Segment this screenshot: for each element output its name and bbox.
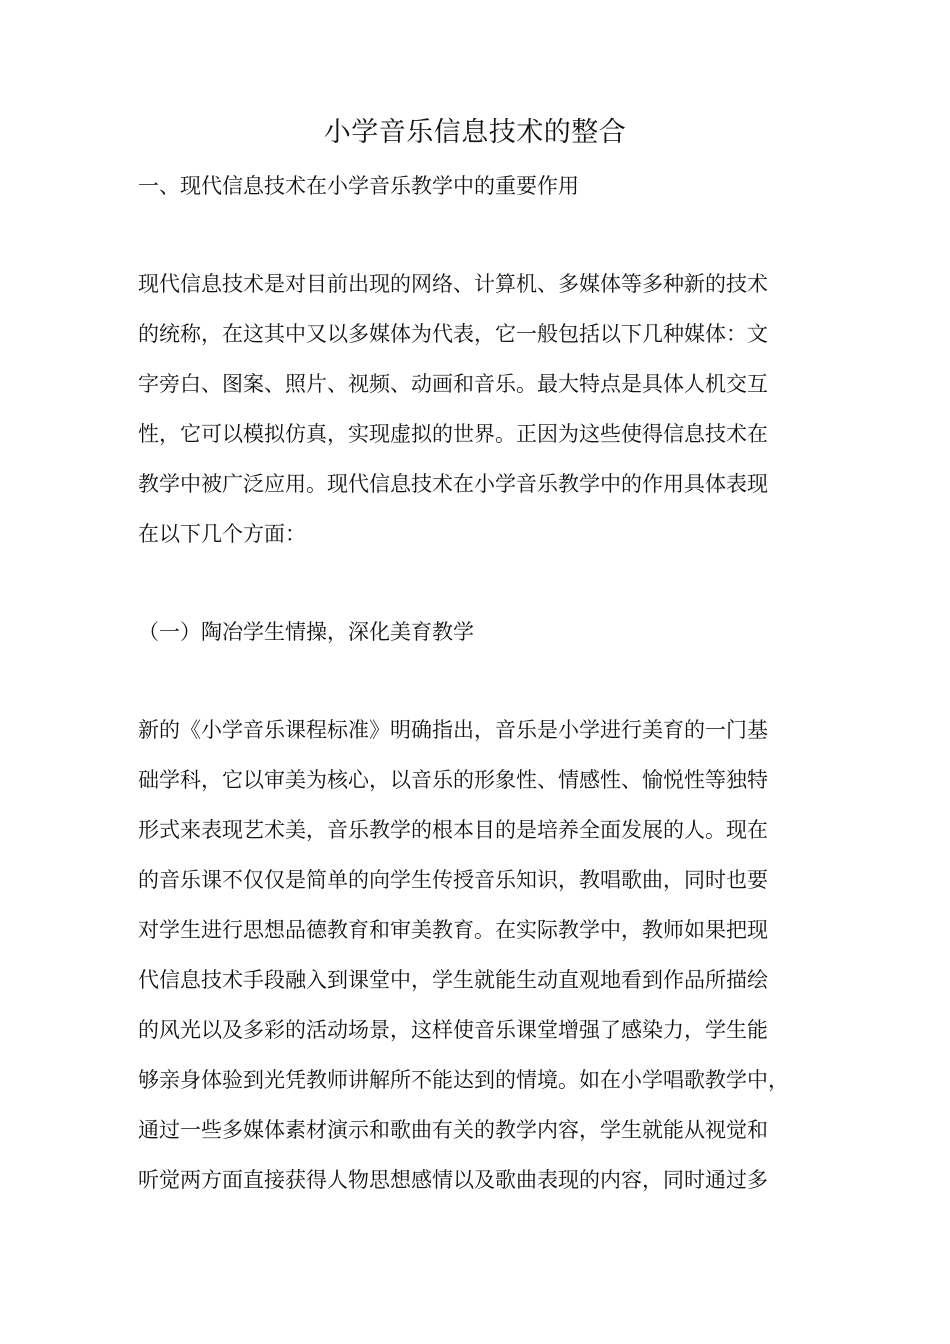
paragraph-line: 够亲身体验到光凭教师讲解所不能达到的情境。如在小学唱歌教学中， — [138, 1068, 789, 1092]
paragraph-line: 础学科，它以审美为核心，以音乐的形象性、情感性、愉悦性等独特 — [138, 768, 768, 792]
paragraph-line: 的风光以及多彩的活动场景，这样使音乐课堂增强了感染力，学生能 — [138, 1018, 768, 1042]
paragraph-line: 听觉两方面直接获得人物思想感情以及歌曲表现的内容，同时通过多 — [138, 1168, 768, 1192]
document-title: 小学音乐信息技术的整合 — [323, 117, 627, 148]
paragraph-line: 代信息技术手段融入到课堂中，学生就能生动直观地看到作品所描绘 — [138, 968, 768, 992]
paragraph-line: 通过一些多媒体素材演示和歌曲有关的教学内容，学生就能从视觉和 — [138, 1118, 768, 1142]
paragraph-line: 在以下几个方面： — [138, 522, 306, 546]
section-heading: 一、现代信息技术在小学音乐教学中的重要作用 — [138, 174, 579, 198]
paragraph-line: 字旁白、图案、照片、视频、动画和音乐。最大特点是具体人机交互 — [138, 372, 768, 396]
paragraph-line: 新的《小学音乐课程标准》明确指出，音乐是小学进行美育的一门基 — [138, 718, 768, 742]
paragraph-line: 的统称，在这其中又以多媒体为代表，它一般包括以下几种媒体：文 — [138, 322, 768, 346]
paragraph-line: 现代信息技术是对目前出现的网络、计算机、多媒体等多种新的技术 — [138, 272, 768, 296]
paragraph-line: 对学生进行思想品德教育和审美教育。在实际教学中，教师如果把现 — [138, 918, 768, 942]
paragraph-line: 形式来表现艺术美，音乐教学的根本目的是培养全面发展的人。现在 — [138, 818, 768, 842]
paragraph-line: 教学中被广泛应用。现代信息技术在小学音乐教学中的作用具体表现 — [138, 472, 768, 496]
subsection-heading: （一）陶冶学生情操，深化美育教学 — [138, 620, 474, 644]
paragraph-line: 的音乐课不仅仅是简单的向学生传授音乐知识，教唱歌曲，同时也要 — [138, 868, 768, 892]
paragraph-line: 性，它可以模拟仿真，实现虚拟的世界。正因为这些使得信息技术在 — [138, 422, 768, 446]
